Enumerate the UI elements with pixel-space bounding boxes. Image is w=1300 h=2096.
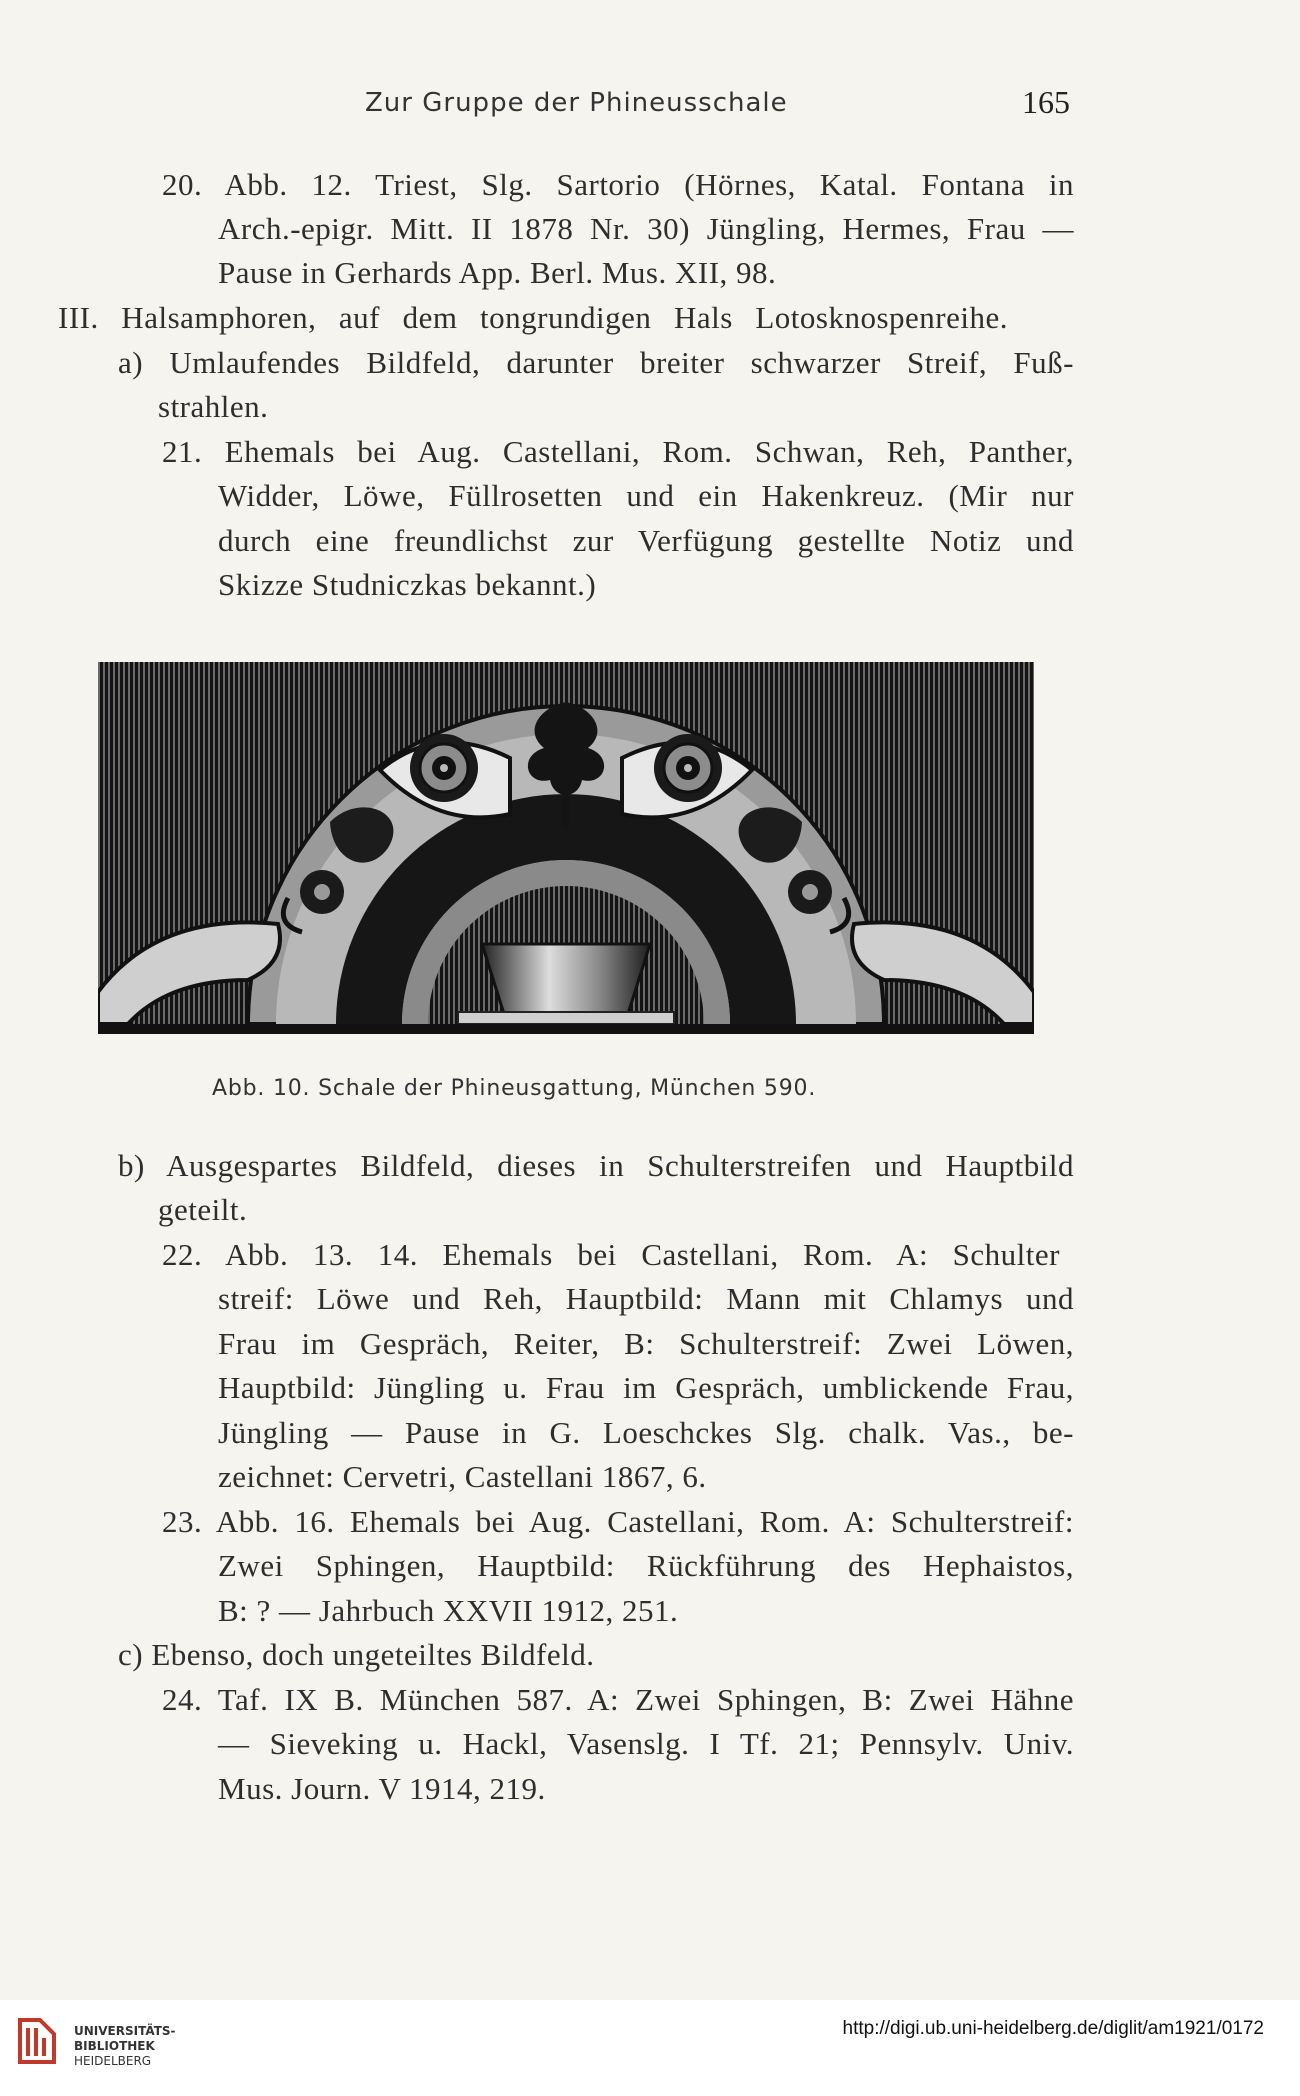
text-line: Skizze Studniczkas bekannt.) xyxy=(218,567,597,602)
text-line: Widder, Löwe, Füllrosetten und ein Hakenkreuz. (Mir nur xyxy=(218,478,1074,513)
permalink-url[interactable]: http://digi.ub.uni-heidelberg.de/diglit/am1921/0172 xyxy=(842,2018,1264,2039)
text-line: — Sieveking u. Hackl, Vasenslg. I Tf. 21; Pennsylv. Univ. xyxy=(218,1726,1074,1761)
text-line: geteilt. xyxy=(158,1192,248,1227)
text-line: 22. Abb. 13. 14. Ehemals bei Castellani, Rom. A: Schulter xyxy=(162,1237,1060,1272)
text-line: Mus. Journ. V 1914, 219. xyxy=(218,1771,546,1806)
text-line: Arch.-epigr. Mitt. II 1878 Nr. 30) Jüngling, Hermes, Frau — xyxy=(218,211,1074,246)
figure-vase-illustration xyxy=(98,662,1034,1034)
text-line: streif: Löwe und Reh, Hauptbild: Mann mit Chlamys und xyxy=(218,1281,1074,1316)
library-name-line: UNIVERSITÄTS- xyxy=(74,2024,176,2038)
text-line: b) Ausgespartes Bildfeld, dieses in Schulterstreifen und Hauptbild xyxy=(118,1148,1074,1183)
text-line: Zwei Sphingen, Hauptbild: Rückführung des Hephaistos, xyxy=(218,1548,1074,1583)
text-line: Pause in Gerhards App. Berl. Mus. XII, 98. xyxy=(218,255,777,290)
text-line: B: ? — Jahrbuch XXVII 1912, 251. xyxy=(218,1593,679,1628)
vase-drawing xyxy=(98,662,1034,1034)
text-line: c) Ebenso, doch ungeteiltes Bildfeld. xyxy=(118,1637,595,1672)
text-line: III. Halsamphoren, auf dem tongrundigen Hals Lotosknospenreihe. xyxy=(58,300,1008,335)
library-name-line: HEIDELBERG xyxy=(74,2054,152,2068)
text-line: durch eine freundlichst zur Verfügung gestellte Notiz und xyxy=(218,523,1074,558)
library-name-line: BIBLIOTHEK xyxy=(74,2039,155,2053)
running-head xyxy=(0,84,1300,128)
running-title: Zur Gruppe der Phineusschale xyxy=(365,88,788,118)
text-line: a) Umlaufendes Bildfeld, darunter breiter schwarzer Streif, Fuß- xyxy=(118,345,1074,380)
text-line: Hauptbild: Jüngling u. Frau im Gespräch, umblickende Frau, xyxy=(218,1370,1074,1405)
text-line: 24. Taf. IX B. München 587. A: Zwei Sphingen, B: Zwei Hähne xyxy=(162,1682,1074,1717)
digitization-footer xyxy=(0,2000,1300,2096)
text-line: 20. Abb. 12. Triest, Slg. Sartorio (Hörnes, Katal. Fontana in xyxy=(162,167,1074,202)
page-number: 165 xyxy=(1022,84,1070,120)
text-line: 23. Abb. 16. Ehemals bei Aug. Castellani, Rom. A: Schulterstreif: xyxy=(162,1504,1074,1539)
library-logo-icon xyxy=(14,2012,62,2068)
text-line: Jüngling — Pause in G. Loeschckes Slg. chalk. Vas., be- xyxy=(218,1415,1074,1450)
text-line: zeichnet: Cervetri, Castellani 1867, 6. xyxy=(218,1459,707,1494)
text-line: strahlen. xyxy=(158,389,269,424)
figure-caption: Abb. 10. Schale der Phineusgattung, München 590. xyxy=(212,1076,817,1101)
text-line: 21. Ehemals bei Aug. Castellani, Rom. Schwan, Reh, Panther, xyxy=(162,434,1074,469)
text-line: Frau im Gespräch, Reiter, B: Schulterstreif: Zwei Löwen, xyxy=(218,1326,1074,1361)
library-name xyxy=(74,2024,176,2069)
